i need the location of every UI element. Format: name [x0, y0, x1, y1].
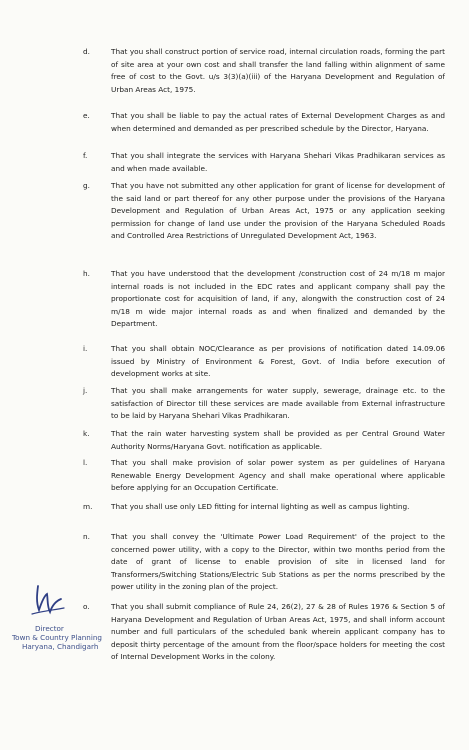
clause-text: That you have understood that the development /construction cost of 24 m/18 m major internal roads is not included in the EDC rates and applicant company shall pay the proportionate cost for acquisition of land, if any, alongwith the construction cost of 24 m/18 m wide major internal roads as and when finalized and demanded by the Department. [111, 269, 445, 328]
clause-text: That you shall construct portion of service road, internal circulation roads, forming the part of site area at your own cost and shall transfer the land falling within alignment of same free of cost to the Govt. u/s 3(3)(a)(iii) of the Haryana Development and Regulation of Urban Areas Act, 1975. [111, 47, 445, 94]
clause-letter: k. [83, 429, 90, 438]
clause-letter: f. [83, 151, 88, 160]
clause-text: That you shall use only LED fitting for internal lighting as well as campus lighting. [111, 502, 410, 511]
clause-letter: m. [83, 502, 93, 511]
clause-letter: e. [83, 111, 90, 120]
clause-letter: d. [83, 47, 90, 56]
clause-letter: g. [83, 181, 90, 190]
clause-text: That you shall be liable to pay the actual rates of External Development Charges as and when determined and demanded as per prescribed schedule by the Director, Haryana. [111, 111, 445, 133]
clause-text: That you shall make arrangements for water supply, sewerage, drainage etc. to the satisfaction of Director till these services are made available from External infrastructure to be laid by Haryana Shehari Vikas Pradhikaran. [111, 386, 445, 420]
clause-text: That you shall obtain NOC/Clearance as per provisions of notification dated 14.09.06 issued by Ministry of Environment & Forest, Govt. of India before execution of development works at site. [111, 344, 445, 378]
clause-text: That you have not submitted any other application for grant of license for development of the said land or part thereof for any other purpose under the provisions of the Haryana Development and Regulation of Urban Areas Act, 1975 or any application seeking permission for change of land use under the provision of the Haryana Scheduled Roads and Controlled Area Restrictions of Unregulated Development Act, 1963. [111, 181, 445, 240]
signature-place: Haryana, Chandigarh [22, 642, 99, 651]
clause-letter: h. [83, 269, 90, 278]
clause-letter: l. [83, 458, 88, 467]
signature-title: Director [35, 624, 64, 633]
clause-letter: n. [83, 532, 90, 541]
clause-letter: j. [83, 386, 88, 395]
clause-text: That you shall submit compliance of Rule 24, 26(2), 27 & 28 of Rules 1976 & Section 5 of Haryana Development and Regulation of Urban Areas Act, 1975, and shall inform account number and full particulars of the scheduled bank wherein applicant company has to deposit thirty percentage of the amount from the floor/space holders for meeting the cost of Internal Development Works in the colony. [111, 602, 445, 661]
clause-text: That you shall convey the 'Ultimate Power Load Requirement' of the project to the concerned power utility, with a copy to the Director, within two months period from the date of grant of license to enable provision of site in licensed land for Transformers/Switching Stations/Electric Sub Stations as per the norms prescribed by the power utility in the zoning plan of the project. [111, 532, 445, 591]
signature-scrawl [28, 584, 68, 620]
director-signature-stamp [4, 584, 102, 664]
clause-letter: o. [83, 602, 90, 611]
clause-text: That you shall integrate the services with Haryana Shehari Vikas Pradhikaran services as and when made available. [111, 151, 445, 173]
clause-text: That the rain water harvesting system shall be provided as per Central Ground Water Authority Norms/Haryana Govt. notification as applicable. [111, 429, 445, 451]
clause-letter: i. [83, 344, 88, 353]
clause-text: That you shall make provision of solar power system as per guidelines of Haryana Renewable Energy Development Agency and shall make operational where applicable before applying for an Occupation Certificate. [111, 458, 445, 492]
signature-office: Town & Country Planning [12, 633, 102, 642]
